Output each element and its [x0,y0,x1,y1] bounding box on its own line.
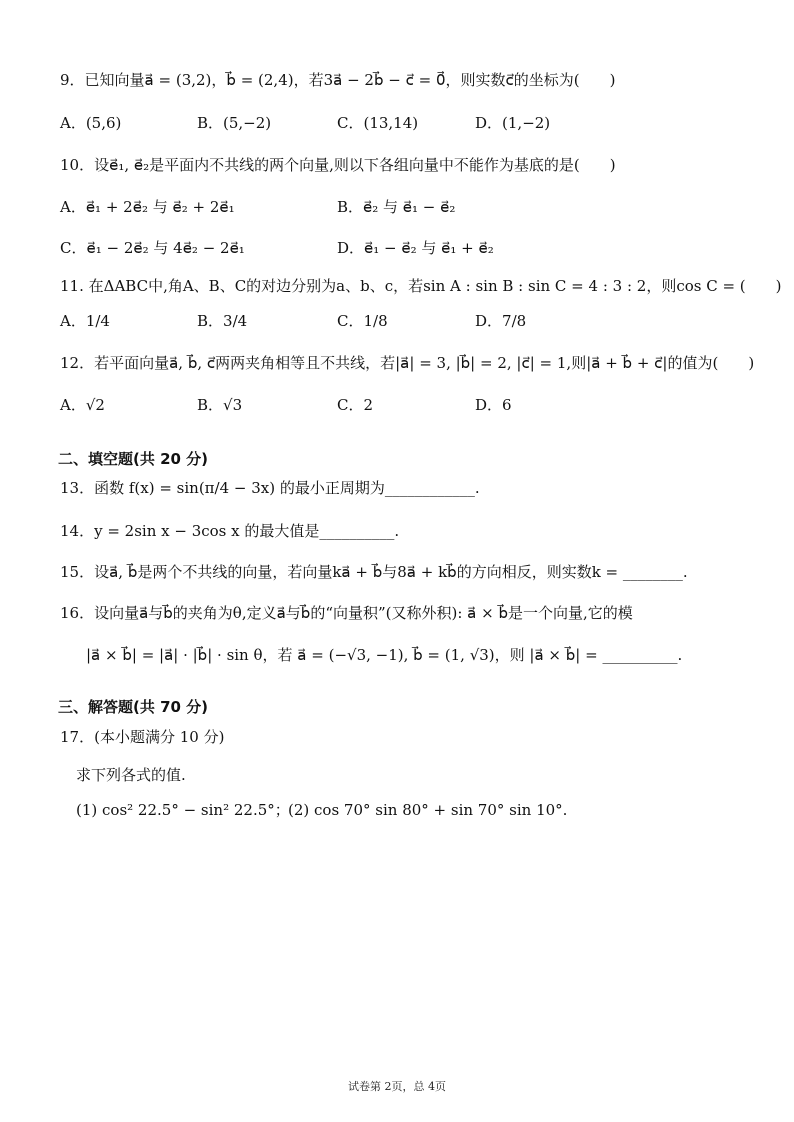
question-17-title: 17．(本小题满分 10 分) [60,728,225,746]
question-10-option-c: C．e⃗₁ − 2e⃗₂ 与 4e⃗₂ − 2e⃗₁ [60,239,245,257]
question-12-option-a: A．√2 [60,396,105,414]
question-17-prompt: 求下列各式的值. [76,766,186,784]
page-footer: 试卷第 2页，总 4页 [348,1080,446,1093]
question-13: 13．函数 f(x) = sin(π/4 − 3x) 的最小正周期为____________. [60,479,480,497]
question-10-stem: 10．设e⃗₁, e⃗₂是平面内不共线的两个向量,则以下各组向量中不能作为基底的是( ) [60,156,616,174]
section-2-heading: 二、填空题(共 20 分) [58,450,209,468]
question-9-option-b: B．(5,−2) [197,114,272,132]
question-10-option-d: D．e⃗₁ − e⃗₂ 与 e⃗₁ + e⃗₂ [337,239,494,257]
question-11-option-d: D．7/8 [475,312,527,330]
question-11-option-b: B．3/4 [197,312,248,330]
question-12-stem: 12．若平面向量a⃗, b⃗, c⃗两两夹角相等且不共线，若|a⃗| = 3, |b⃗| = 2, |c⃗| = 1,则|a⃗ + b⃗ + c⃗|的值为( ) [60,354,755,372]
question-16-line-1: 16．设向量a⃗与b⃗的夹角为θ,定义a⃗与b⃗的“向量积”(又称外积): a⃗ × b⃗是一个向量,它的模 [60,604,633,622]
section-3-heading: 三、解答题(共 70 分) [58,698,209,716]
question-12-option-b: B．√3 [197,396,243,414]
question-10-option-a: A．e⃗₁ + 2e⃗₂ 与 e⃗₂ + 2e⃗₁ [60,198,235,216]
question-17-part-2: (2) cos 70° sin 80° + sin 70° sin 10°. [288,801,568,819]
question-9-stem: 9．已知向量a⃗ = (3,2)，b⃗ = (2,4)，若3a⃗ − 2b⃗ − c⃗ = 0⃗，则实数c⃗的坐标为( ) [60,71,616,89]
question-16-line-2: |a⃗ × b⃗| = |a⃗| · |b⃗| · sin θ，若 a⃗ = (−√3, −1), b⃗ = (1, √3)，则 |a⃗ × b⃗| = __________. [86,646,683,664]
question-17-part-1: (1) cos² 22.5° − sin² 22.5°； [76,801,290,819]
question-9-option-c: C．(13,14) [337,114,419,132]
question-12-option-c: C．2 [337,396,374,414]
question-11-option-a: A．1/4 [60,312,110,330]
question-9-option-a: A．(5,6) [60,114,122,132]
question-12-option-d: D．6 [475,396,512,414]
question-15: 15．设a⃗, b⃗是两个不共线的向量，若向量ka⃗ + b⃗与8a⃗ + kb⃗的方向相反，则实数k = ________. [60,563,688,581]
question-9-option-d: D．(1,−2) [475,114,551,132]
question-14: 14．y = 2sin x − 3cos x 的最大值是__________. [60,522,400,540]
question-11-option-c: C．1/8 [337,312,388,330]
question-11-stem: 11. 在ΔABC中,角A、B、C的对边分别为a、b、c，若sin A : sin B : sin C = 4 : 3 : 2，则cos C = ( ) [60,277,782,295]
question-10-option-b: B．e⃗₂ 与 e⃗₁ − e⃗₂ [337,198,456,216]
